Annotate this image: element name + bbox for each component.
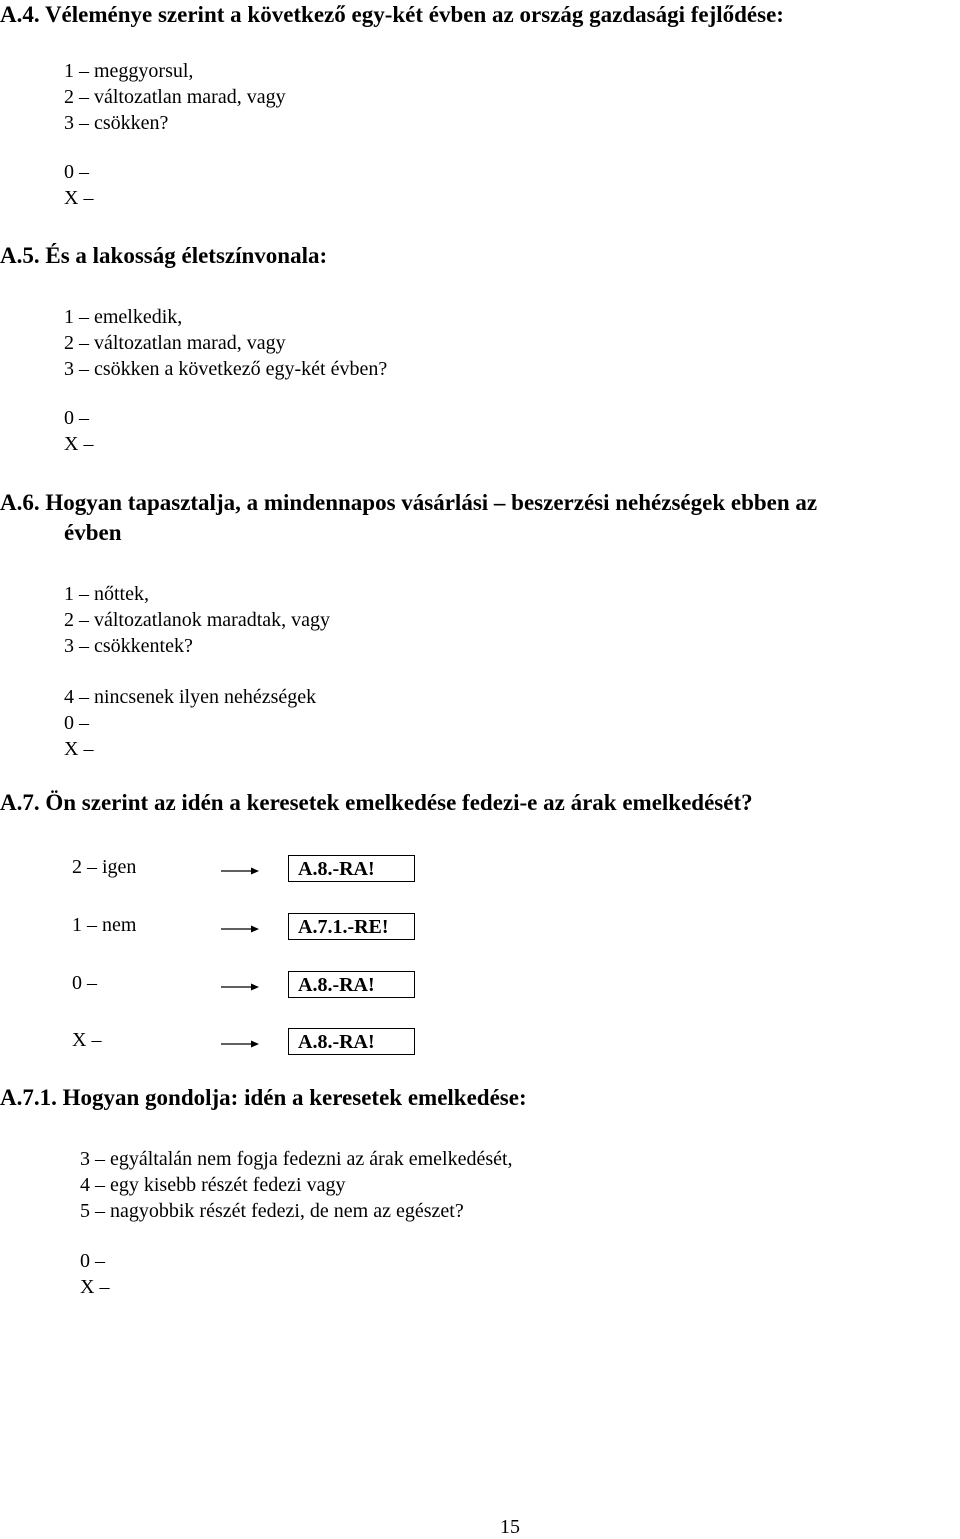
skip-instruction-box: A.8.-RA! — [288, 971, 415, 998]
arrow-right-icon — [220, 1037, 260, 1051]
arrow-right-icon — [220, 980, 260, 994]
arrow-right-icon — [220, 922, 260, 936]
page-number: 15 — [500, 1516, 520, 1538]
question-a6-title: A.6. Hogyan tapasztalja, a mindennapos vásárlási – beszerzési nehézségek ebben az — [0, 490, 818, 515]
skip-instruction-box: A.7.1.-RE! — [288, 913, 415, 940]
question-a71-title: A.7.1. Hogyan gondolja: idén a keresetek emelkedése: — [0, 1085, 527, 1110]
arrow-right-icon — [220, 864, 260, 878]
q6-option-0: 0 – — [64, 712, 89, 734]
q5-option-3: 3 – csökken a következő egy-két évben? — [64, 358, 388, 380]
q4-option-x: X – — [64, 187, 94, 209]
q5-option-0: 0 – — [64, 407, 89, 429]
q6-option-2: 2 – változatlanok maradtak, vagy — [64, 609, 331, 631]
question-a5-title: A.5. És a lakosság életszínvonala: — [0, 243, 328, 268]
q7-option-x: X – — [72, 1029, 102, 1051]
q6-option-1: 1 – nőttek, — [64, 583, 149, 605]
q71-option-x: X – — [80, 1276, 110, 1298]
q7-option-igen: 2 – igen — [72, 856, 137, 878]
q71-option-3: 3 – egyáltalán nem fogja fedezni az árak emelkedését, — [80, 1148, 513, 1170]
q71-option-4: 4 – egy kisebb részét fedezi vagy — [80, 1174, 346, 1196]
q6-option-3: 3 – csökkentek? — [64, 635, 193, 657]
q5-option-1: 1 – emelkedik, — [64, 306, 183, 328]
q4-option-1: 1 – meggyorsul, — [64, 60, 194, 82]
question-a6-title-cont: évben — [64, 520, 122, 545]
question-a4-title: A.4. Véleménye szerint a következő egy-két évben az ország gazdasági fejlődése: — [0, 2, 784, 27]
q4-option-3: 3 – csökken? — [64, 112, 169, 134]
q6-option-4: 4 – nincsenek ilyen nehézségek — [64, 686, 317, 708]
skip-instruction-box: A.8.-RA! — [288, 855, 415, 882]
q4-option-2: 2 – változatlan marad, vagy — [64, 86, 286, 108]
q5-option-x: X – — [64, 433, 94, 455]
q4-option-0: 0 – — [64, 161, 89, 183]
q71-option-0: 0 – — [80, 1250, 105, 1272]
skip-instruction-box: A.8.-RA! — [288, 1028, 415, 1055]
q7-option-0: 0 – — [72, 972, 97, 994]
q7-option-nem: 1 – nem — [72, 914, 137, 936]
q6-option-x: X – — [64, 738, 94, 760]
q5-option-2: 2 – változatlan marad, vagy — [64, 332, 286, 354]
question-a7-title: A.7. Ön szerint az idén a keresetek emelkedése fedezi-e az árak emelkedését? — [0, 790, 753, 815]
q71-option-5: 5 – nagyobbik részét fedezi, de nem az egészet? — [80, 1200, 464, 1222]
